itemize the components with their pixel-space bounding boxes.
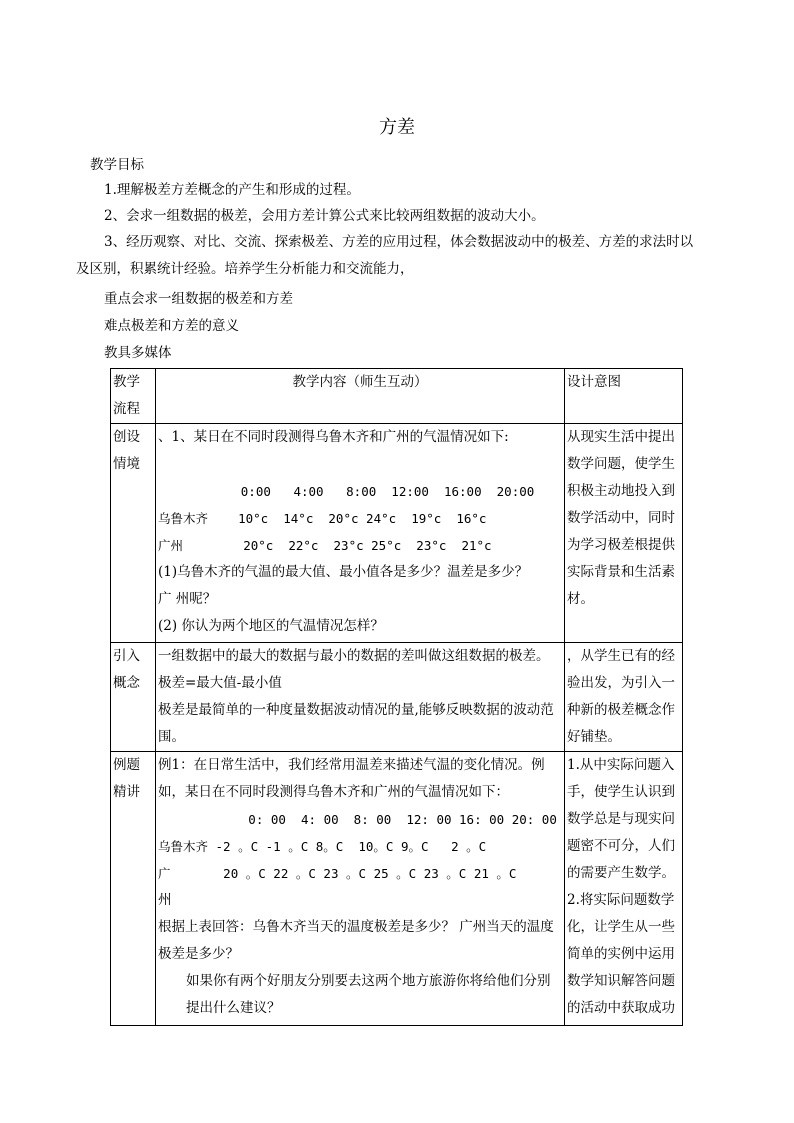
urumqi-temps-line: 乌鲁木齐 -2 。C -1 。C 8。C 10。C 9。C 2 。C: [158, 839, 487, 854]
stage-cell: 创设情境: [111, 424, 156, 643]
lesson-plan-table: [110, 368, 683, 1026]
intent-cell: ，从学生已有的经验出发，为引入一种新的极差概念作好铺垫。: [565, 643, 683, 752]
teaching-tools: 教具多媒体: [104, 345, 172, 361]
example-intro: 例1：在日常生活中，我们经常用温差来描述气温的变化情况。例如，某日在不同时段测得乌鲁木齐和广州的气温情况如下：: [158, 757, 545, 800]
question-1: (1)乌鲁木齐的气温的最大值、最小值各是多少？温差是多少？: [158, 564, 529, 580]
table-row: [111, 752, 683, 1026]
guangzhou-temps-line: 广 20 。C 22 。C 23 。C 25 。C 23 。C 21 。C: [158, 866, 517, 881]
content-cell: [156, 424, 565, 643]
table-header-row: [111, 369, 683, 424]
key-point: 重点会求一组数据的极差和方差: [104, 291, 293, 307]
time-header-line: 0: 00 4: 00 8: 00 12: 00 16: 00 20: 00: [158, 812, 557, 827]
content-line: [158, 451, 562, 478]
content-cell: [156, 643, 565, 752]
content-line: 、1、某日在不同时段测得乌鲁木齐和广州的气温情况如下:: [158, 429, 509, 445]
content-cell: [156, 752, 565, 1026]
question-2: (2) 你认为两个地区的气温情况怎样？: [158, 618, 384, 634]
explanation-line: 极差是最简单的一种度量数据波动情况的量,能够反映数据的波动范围。: [158, 702, 554, 745]
guangzhou-temps-line: 广州 20°c 22°c 23°c 25°c 23°c 21°c: [158, 538, 492, 553]
example-suggestion: 如果你有两个好朋友分别要去这两个地方旅游你将给他们分别提出什么建议？: [186, 973, 551, 1016]
definition-line: 一组数据中的最大的数据与最小的数据的差叫做这组数据的极差。: [158, 648, 550, 664]
goal-2: 2、会求一组数据的极差，会用方差计算公式来比较两组数据的波动大小。: [104, 208, 545, 224]
example-question: 根据上表回答：乌鲁木齐当天的温度极差是多少？ 广州当天的温度极差是多少？: [158, 919, 554, 962]
urumqi-temps-line: 乌鲁木齐 10°c 14°c 20°c 24°c 19°c 16°c: [158, 511, 487, 526]
stage-cell: 例题精讲: [111, 752, 156, 1026]
intent-cell: 从现实生活中提出数学问题，使学生积极主动地投入到数学活动中，同时为学习极差根提供实际背景和生活素材。: [565, 424, 683, 643]
table-row: [111, 643, 683, 752]
intent-cell: 1.从中实际问题入手，使学生认识到数学总是与现实问题密不可分，人们的需要产生数学。2.将实际问题数学化，让学生从一些简单的实例中运用数学知识解答问题的活动中获取成功: [565, 752, 683, 1026]
header-content: 教学内容（师生互动）: [156, 369, 565, 424]
header-stage: 教学流程: [111, 369, 156, 424]
stage-cell: 引入概念: [111, 643, 156, 752]
time-header-line: 0:00 4:00 8:00 12:00 16:00 20:00: [158, 484, 535, 499]
page-title: 方差: [379, 117, 415, 138]
header-intent: 设计意图: [565, 369, 683, 424]
question-1-cont: 广 州呢？: [158, 591, 217, 607]
formula-line: 极差=最大值-最小值: [158, 675, 282, 691]
difficulty: 难点极差和方差的意义: [104, 318, 239, 334]
goal-1: 1.理解极差方差概念的产生和形成的过程。: [104, 182, 360, 198]
goal-3: 3、经历观察、对比、交流、探索极差、方差的应用过程，体会数据波动中的极差、方差的求法时以及区别，积累统计经验。培养学生分析能力和交流能力，: [76, 234, 694, 277]
guangzhou-label-cont: 州: [158, 892, 172, 908]
table-row: [111, 424, 683, 643]
goals-heading: 教学目标: [90, 157, 144, 173]
